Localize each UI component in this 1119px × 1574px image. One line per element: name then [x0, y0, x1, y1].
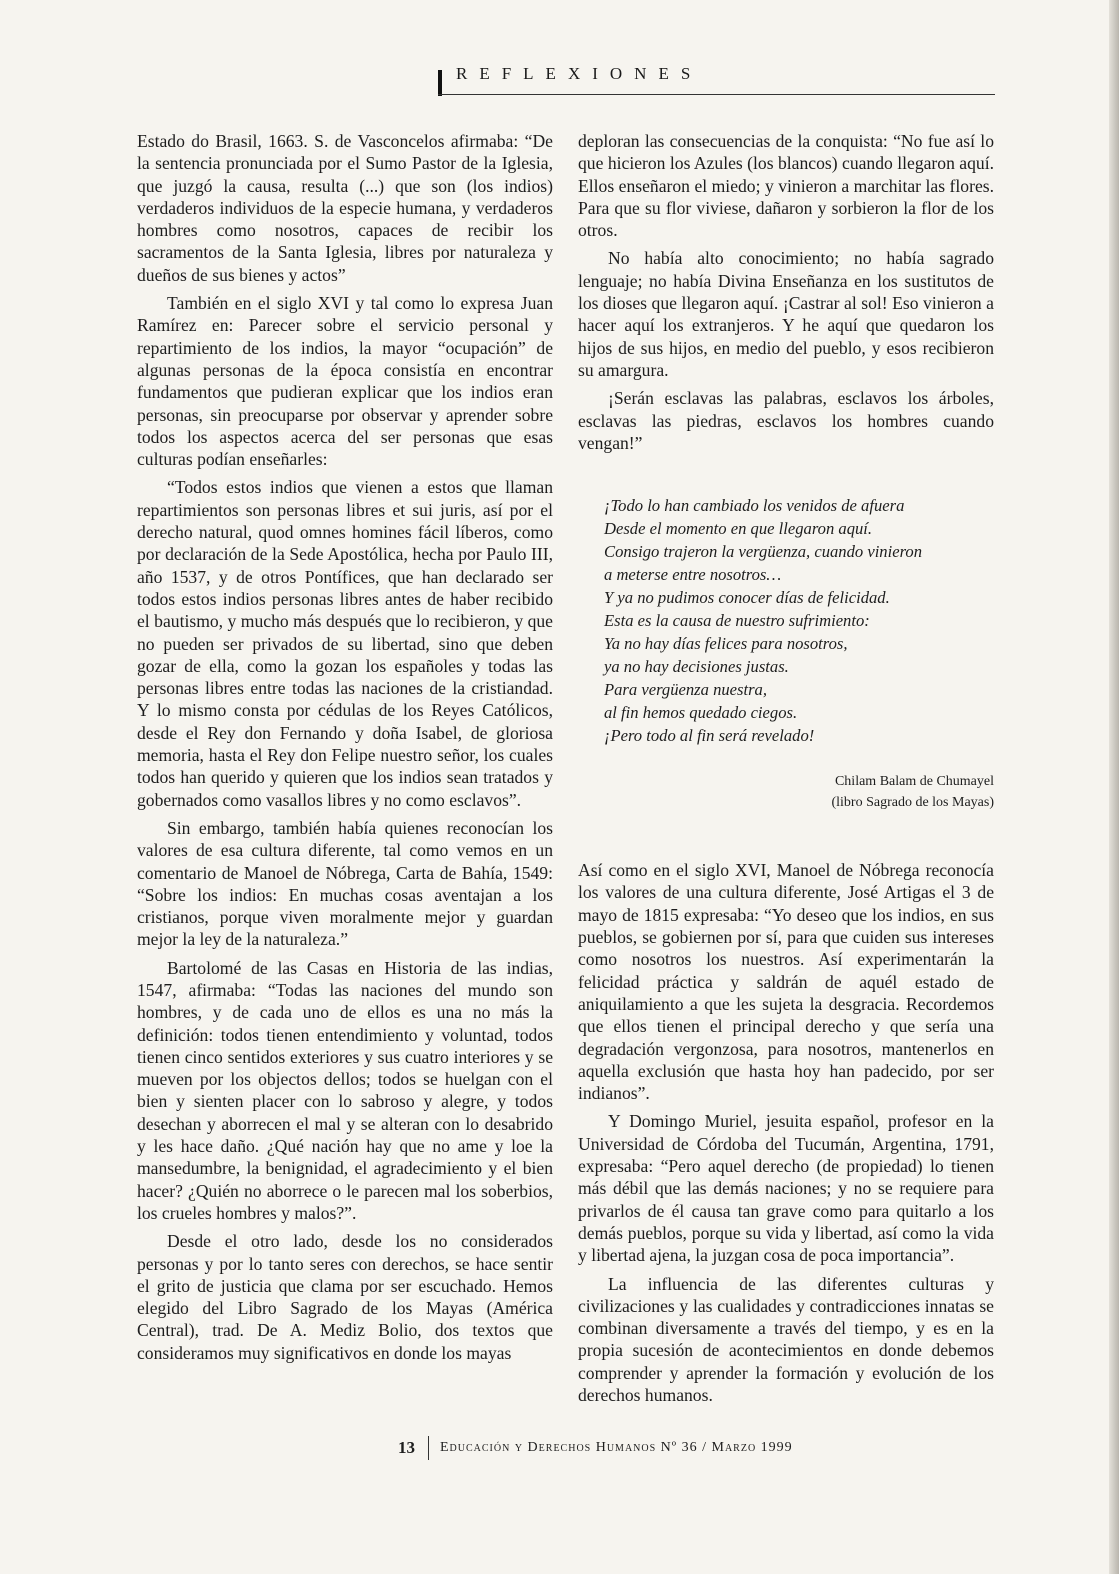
- paragraph: “Todos estos indios que vienen a estos que llaman repartimientos son personas libres et sui juris, así por el derecho natural, quod omnes homines fácil líberos, como por declaración de la Sede Apostólica, hecha por Paulo III, año 1537, y de otros Pontífices, que han declarado ser todos estos indios personas libres antes de haber recibido el bautismo, y mucho más después que lo recibieron, y que no pueden ser privados de su libertad, sino que deben gozar de ella, como la gozan los españoles y todas las personas libres entre todas las naciones de la cristiandad. Y lo mismo consta por cédulas de los Reyes Católicos, desde el Rey don Fernando y doña Isabel, de gloriosa memoria, hasta el Rey don Felipe nuestro señor, los cuales todos han querido y quieren que los indios sean tratados y gobernados como vasallos libres y no como esclavos”.: [137, 477, 553, 810]
- page-number: 13: [398, 1438, 415, 1457]
- right-lower-text: [578, 859, 994, 1406]
- paragraph: ¡Serán esclavas las palabras, esclavos los árboles, esclavas las piedras, esclavos los hombres cuando vengan!”: [578, 388, 994, 453]
- poem-line: ¡Pero todo al fin será revelado!: [604, 726, 815, 746]
- poem-line: al fin hemos quedado ciegos.: [604, 703, 798, 723]
- page-footer: [398, 1434, 1018, 1464]
- paragraph: Estado do Brasil, 1663. S. de Vasconcelos afirmaba: “De la sentencia pronunciada por el Sumo Pastor de la Iglesia, que juzgó la causa, resulta (...) que son (los indios) verdaderos individuos de la especie humana, y verdaderos hombres como nosotros, capaces de recibir los sacramentos de la Santa Iglesia, libres por naturaleza y dueños de sus bienes y actos”: [137, 131, 553, 285]
- attribution-source: (libro Sagrado de los Mayas): [831, 795, 994, 811]
- section-title: REFLEXIONES: [456, 64, 703, 83]
- poem-line: ¡Todo lo han cambiado los venidos de afuera: [604, 496, 905, 516]
- poem-line: Desde el momento en que llegaron aquí.: [604, 519, 873, 539]
- left-column: [137, 130, 553, 1370]
- poem-line: Y ya no pudimos conocer días de felicidad.: [604, 588, 890, 608]
- attribution-author: Chilam Balam de Chumayel: [834, 774, 994, 790]
- paragraph: Así como en el siglo XVI, Manoel de Nóbrega reconocía los valores de una cultura diferente, José Artigas el 3 de mayo de 1815 expresaba: “Yo deseo que los indios, en sus pueblos, se gobiernen por sí, para que cuiden sus intereses como nosotros los nuestros. Así experimentarán la felicidad práctica y saldrán de aquél estado de aniquilamiento a que les sujeta la desgracia. Recordemos que ellos tienen el principal derecho y que sería una degradación vergonzosa, para nosotros, mantenerlos en aquella exclusión que hasta hoy han padecido, por ser indianos”.: [578, 860, 994, 1104]
- paragraph: Sin embargo, también había quienes reconocían los valores de esa cultura diferente, tal como vemos en un comentario de Manoel de Nóbrega, Carta de Bahía, 1549: “Sobre los indios: En muchas cosas aventajan a los cristianos, porque viven moralmente mejor y guardan mejor la ley de la naturaleza.”: [137, 817, 553, 950]
- paragraph: También en el siglo XVI y tal como lo expresa Juan Ramírez en: Parecer sobre el servicio personal y repartimiento de los indios, la mayor “ocupación” de algunas personas de la época consistía en encontrar fundamentos que pudieran explicar que los indios eran personas, sin preocuparse por observar y aprender sobre todos los aspectos acerca del ser personas que esas culturas podían enseñarles:: [137, 293, 553, 470]
- paragraph: La influencia de las diferentes culturas y civilizaciones y las cualidades y contradicciones innatas se combinan diversamente a través del tiempo, y es en la propia sucesión de acontecimientos en donde debemos comprender y aprender la formación y evolución de los derechos humanos.: [578, 1273, 994, 1405]
- poem-line: Consigo trajeron la vergüenza, cuando vinieron: [604, 542, 923, 562]
- poem-line: ya no hay decisiones justas.: [604, 657, 789, 677]
- right-column: [578, 130, 994, 1412]
- paragraph: Bartolomé de las Casas en Historia de las indias, 1547, afirmaba: “Todas las naciones del mundo son hombres, y de cada uno de ellos es una no más la definición: todos tienen entendimiento y voluntad, todos tienen cinco sentidos exteriores y sus cuatro interiores y se mueven por los objectos dellos; todos se huelgan con el bien y sienten placer con lo sabroso y alegre, y todos desechan y aborrecen el mal y se alteran con lo desabrido y les hace daño. ¿Qué nación hay que no ame y loe la mansedumbre, la benignidad, el agradecimiento y el bien hacer? ¿Quién no aborrece o le parecen mal los soberbios, los crueles hombres y malos?”.: [137, 957, 553, 1223]
- poem-line: Ya no hay días felices para nosotros,: [604, 634, 848, 654]
- poem-line: Esta es la causa de nuestro sufrimiento:: [604, 611, 870, 631]
- paragraph: deploran las consecuencias de la conquista: “No fue así lo que hicieron los Azules (los blancos) cuando llegaron aquí. Ellos enseñaron el miedo; y vinieron a marchitar las flores. Para que su flor viviese, dañaron y sorbieron la flor de los otros.: [578, 131, 994, 241]
- footer-divider: [428, 1436, 429, 1460]
- scan-edge: [1109, 0, 1119, 1574]
- header-bar: [438, 70, 442, 96]
- paragraph: Desde el otro lado, desde los no considerados personas y por lo tanto seres con derechos, se hace sentir el grito de justicia que clama por ser escuchado. Hemos elegido del Libro Sagrado de los Mayas (América Central), trad. De A. Mediz Bolio, dos textos que consideramos muy significativos en donde los mayas: [137, 1231, 553, 1363]
- poem-attribution: [578, 771, 994, 813]
- running-header: [438, 58, 998, 98]
- header-rule: [438, 94, 995, 95]
- poem-line: Para vergüenza nuestra,: [604, 680, 767, 700]
- poem: [604, 494, 994, 747]
- publication-info: Educación y Derechos Humanos Nº 36 / Marzo 1999: [440, 1440, 793, 1455]
- paragraph: No había alto conocimiento; no había sagrado lenguaje; no había Divina Enseñanza en los sustitutos de los dioses que llegaron aquí. ¡Castrar al sol! Eso vinieron a hacer aquí los extranjeros. Y he aquí que quedaron los hijos de sus hijos, en medio del pueblo, y esos recibieron su amargura.: [578, 248, 994, 380]
- paragraph: Y Domingo Muriel, jesuita español, profesor en la Universidad de Córdoba del Tucumán, Argentina, 1791, expresaba: “Pero aquel derecho (de propiedad) lo tienen más débil que las demás naciones; y no se requiere para privarlos de él causa tan grave como para quitarlo a los demás pueblos, porque su vida y libertad, así como la vida y libertad ajena, la juzgan cosa de poca importancia”.: [578, 1111, 994, 1266]
- poem-line: a meterse entre nosotros…: [604, 565, 782, 585]
